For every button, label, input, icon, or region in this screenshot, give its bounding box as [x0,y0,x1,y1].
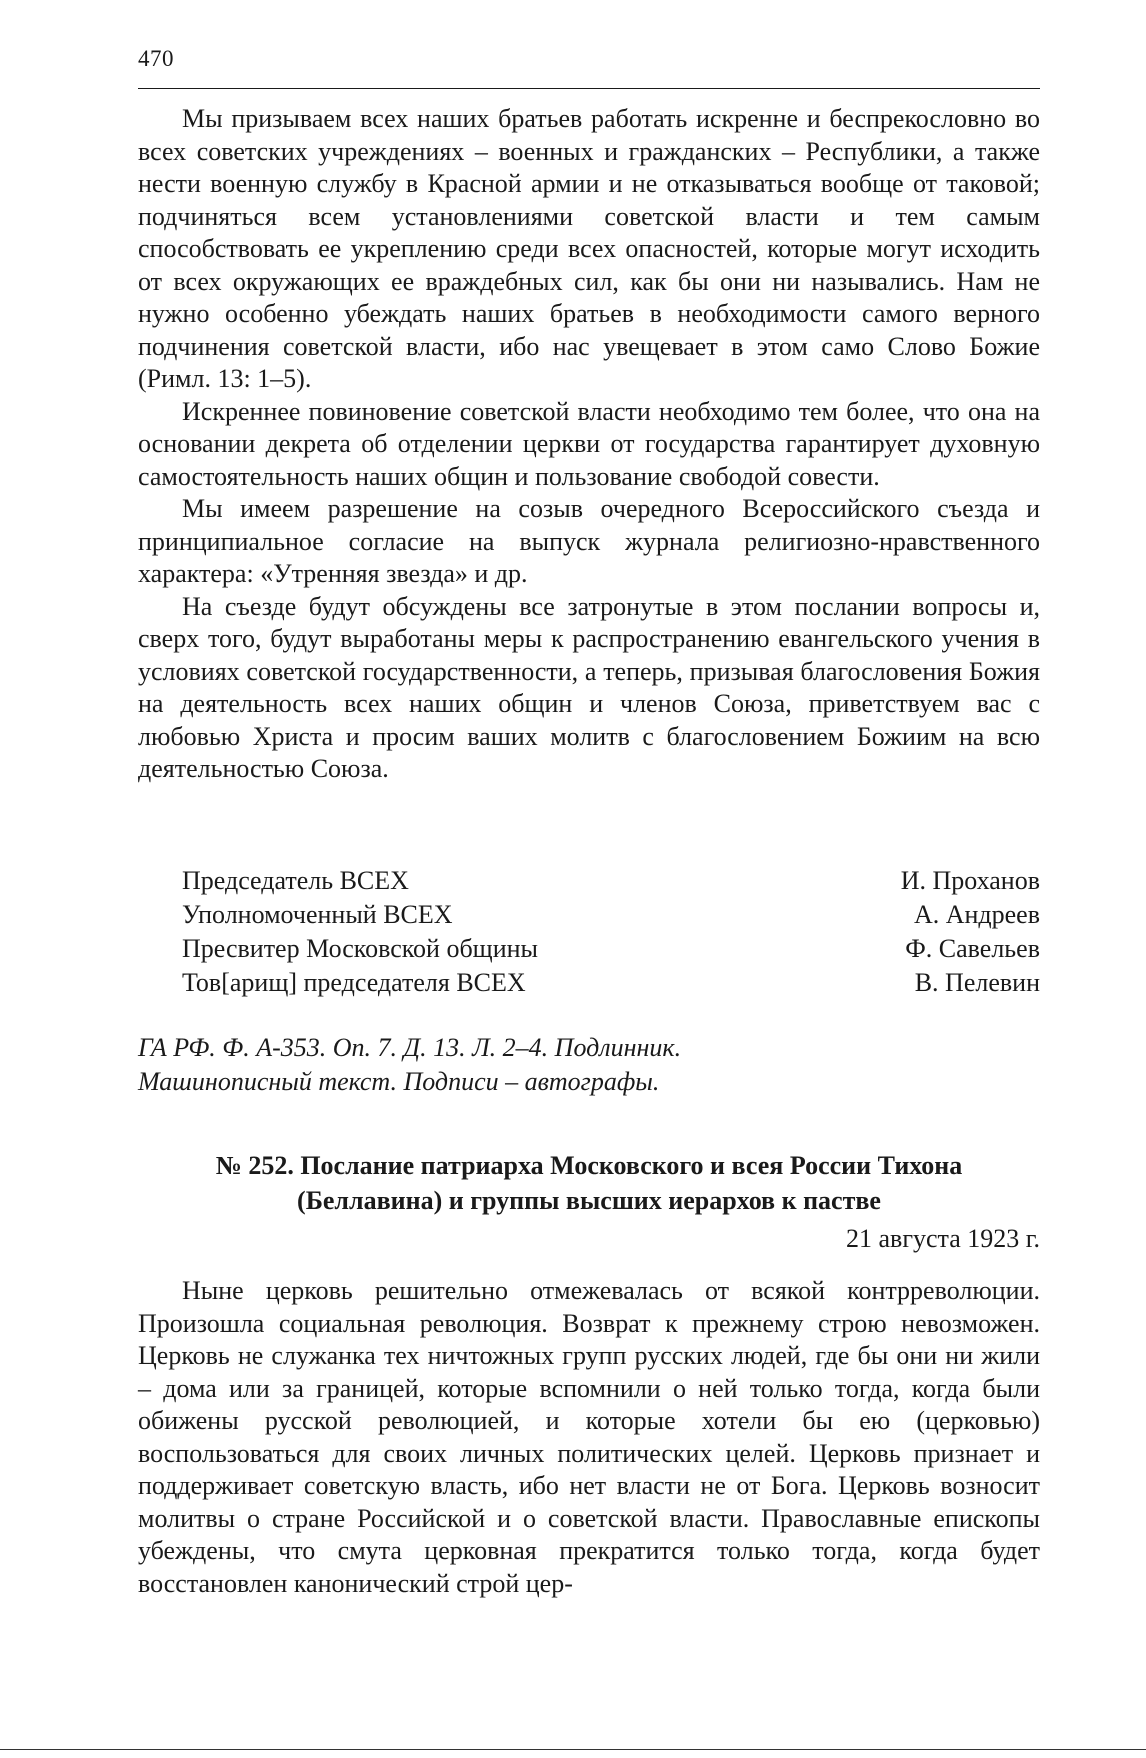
signature-row [182,966,1040,1000]
paragraph: Ныне церковь решительно отмежевалась от всякой контрреволюции. Произошла социальная революция. Возврат к прежнему строю невозможен. Церковь не служанка тех ничтожных групп русских людей, где бы они ни жили – дома или за границей, которые вспомнили о ней только тогда, когда были обижены русской революцией, и которые хотели бы ею (церковью) воспользоваться для своих личных политических целей. Церковь признает и поддерживает советскую власть, ибо нет власти не от Бога. Церковь возносит молитвы о стране Российской и о советской власти. Православные епископы убеждены, что смута церковная прекратится только тогда, когда будет восстановлен канонический строй цер- [138,1276,1040,1598]
paragraph: На съезде будут обсуждены все затронутые в этом послании вопросы и, сверх того, будут выработаны меры к распространению евангельского учения в условиях советской государственности, а теперь, призывая благословения Божия на деятельность всех наших общин и членов Союза, приветствуем вас с любовью Христа и просим ваших молитв с благословением Божиим на всю деятельностью Союза. [138,591,1040,783]
signature-row [182,864,1040,898]
document-date: 21 августа 1923 г. [846,1224,1040,1253]
signature-row [182,898,1040,932]
signer-name: Ф. Савельев [905,934,1040,963]
signer-name: В. Пелевин [914,968,1040,997]
header-rule [138,88,1040,89]
heading-line: № 252. Послание патриарха Московского и всея России Тихона [215,1151,963,1180]
archive-reference [138,1031,1040,1099]
signature-block [182,864,1040,1000]
signer-role: Уполномоченный ВСЕХ [182,900,453,929]
letter-body [138,103,1040,786]
epistle-body [138,1275,1040,1600]
signer-role: Тов[арищ] председателя ВСЕХ [182,968,526,997]
signature-row [182,932,1040,966]
document-heading [138,1148,1040,1218]
signer-name: И. Проханов [900,866,1040,895]
page-number: 470 [138,46,174,71]
paragraph: Мы призываем всех наших братьев работать искренне и беспрекословно во всех советских учреждениях – военных и гражданских – Республики, а также нести военную службу в Красной армии и не отказываться вообще от таковой; подчиняться всем установлениями советской власти и тем самым способствовать ее укреплению среди всех опасностей, которые могут исходить от всех окружающих ее враждебных сил, как бы они ни назывались. Нам не нужно особенно убеждать наших братьев в необходимости самого верного подчинения советской власти, ибо нас увещевает в этом само Слово Божие (Римл. 13: 1–5). [138,104,1040,393]
archive-line: ГА РФ. Ф. А-353. Оп. 7. Д. 13. Л. 2–4. Подлинник. [138,1033,682,1062]
paragraph: Искреннее повиновение советской власти необходимо тем более, что она на основании декрета об отделении церкви от государства гарантирует духовную самостоятельность наших общин и пользование свободой совести. [138,396,1040,491]
scan-edge-line [0,1749,1146,1750]
signer-role: Председатель ВСЕХ [182,866,409,895]
archive-line: Машинописный текст. Подписи – автографы. [138,1067,660,1096]
signer-role: Пресвитер Московской общины [182,934,539,963]
heading-line: (Беллавина) и группы высших иерархов к пастве [297,1186,881,1215]
signer-name: А. Андреев [913,900,1040,929]
paragraph: Мы имеем разрешение на созыв очередного Всероссийского съезда и принципиальное согласие на выпуск журнала религиозно-нравственного характера: «Утренняя звезда» и др. [138,494,1040,588]
